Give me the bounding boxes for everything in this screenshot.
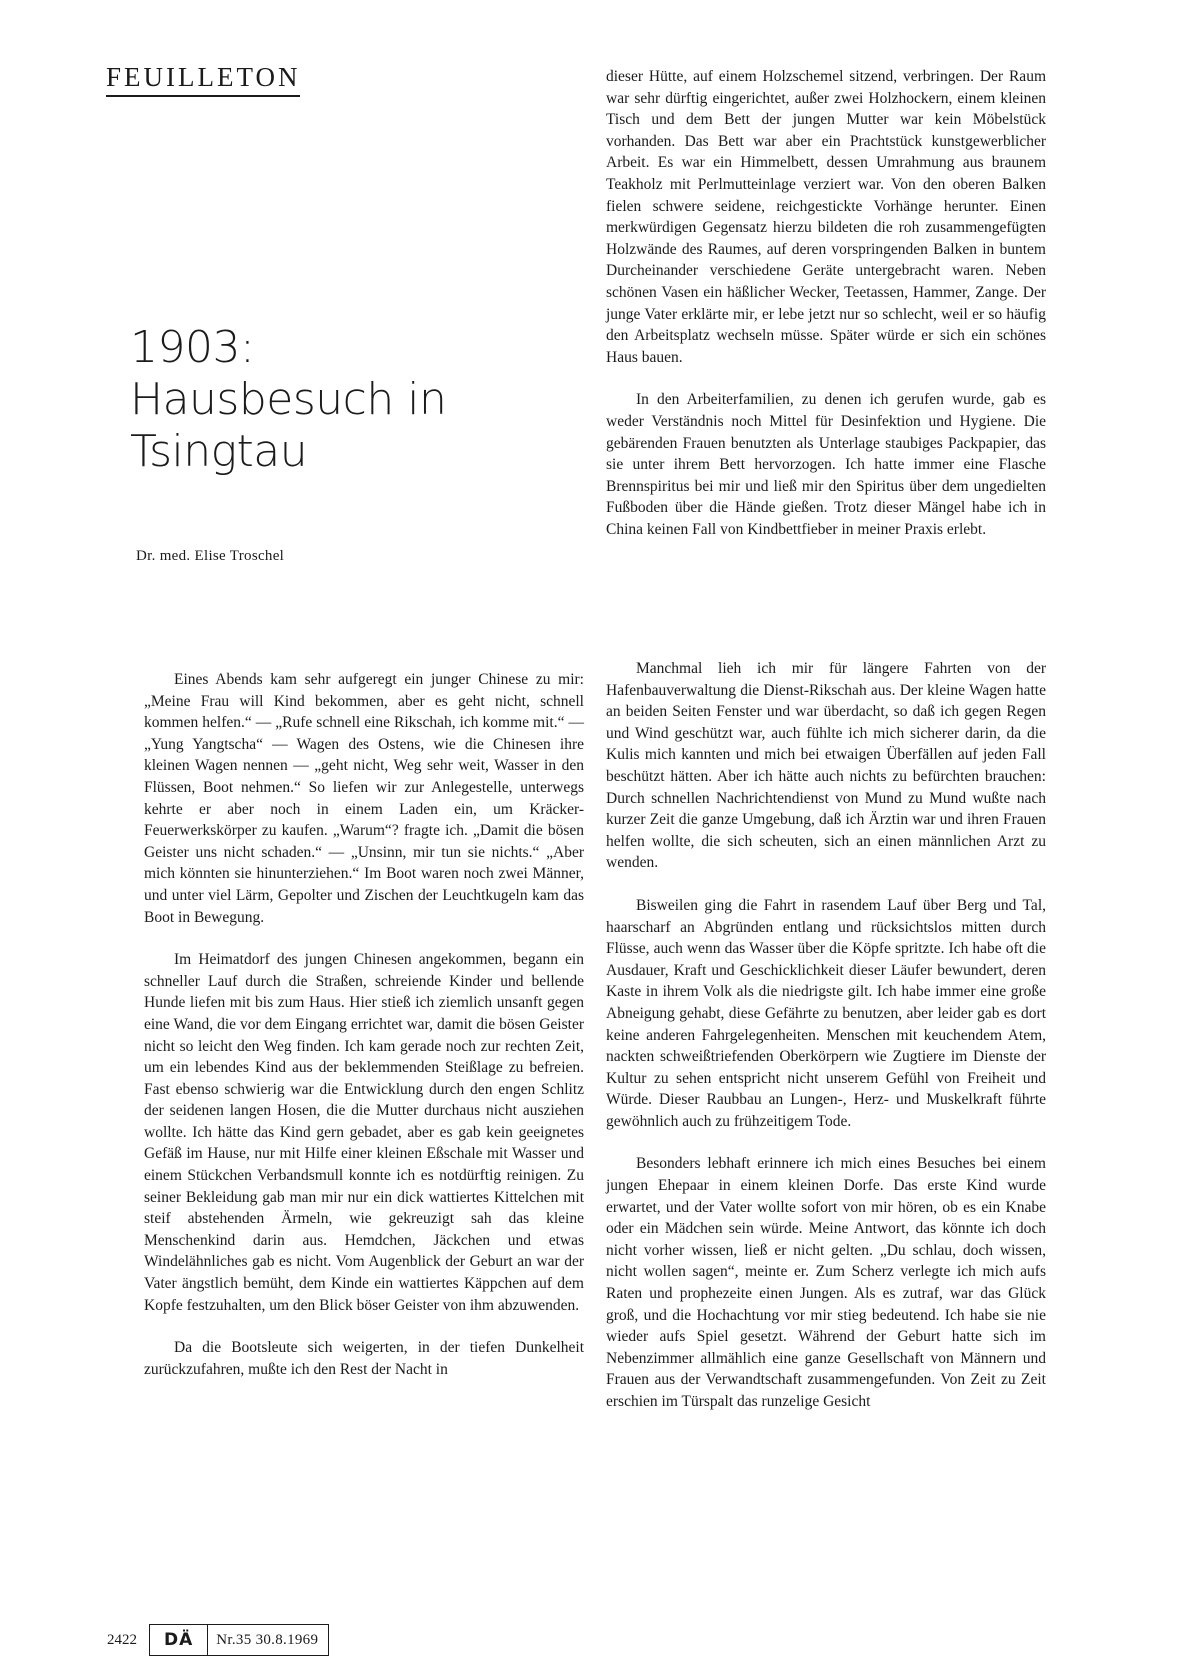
paragraph: Bisweilen ging die Fahrt in rasendem Lauf über Berg und Tal, haarscharf an Abgründen entlang und rücksichtslos mitten durch Flüsse, auch wenn das Wasser über die Köpfe spritzte. Ich habe oft die Ausdauer, Kraft und Geschicklichkeit dieser Läufer bewundert, deren Kaste in ihrem Volk als die niedrigste gilt. Ich habe immer eine große Abneigung gehabt, diese Gefährte zu benutzen, aber leider gab es dort keine anderen Fahrgelegenheiten. Menschen mit keuchendem Atem, nackten schweißtriefenden Oberkörpern wie Zugtiere im Dienste der Kultur zu sehen entspricht nicht unserem Gefühl von Freiheit und Würde. Dieser Raubbau an Lungen-, Herz- und Muskelkraft führte gewöhnlich auch zu frühzeitigem Tode. — [606, 896, 1046, 1130]
article-title-line: Hausbesuch in — [130, 374, 447, 425]
right-column-top — [606, 66, 1046, 561]
right-column-bottom — [606, 658, 1046, 1434]
issue-info: Nr.35 30.8.1969 — [216, 1631, 319, 1648]
paragraph: In den Arbeiterfamilien, zu denen ich gerufen wurde, gab es weder Verständnis noch Mittel für Desinfektion und Hygiene. Die gebärenden Frauen benutzten als Unterlage staubiges Packpapier, das sie unter ihrem Bett hervorzogen. Ich hatte immer eine Flasche Brennspiritus bei mir und ließ mir den Spiritus über dem ungedielten Fußboden über die Hände gießen. Trotz dieser Mängel habe ich in China keinen Fall von Kindbettfieber in meiner Praxis erlebt. — [606, 391, 1046, 538]
article-title — [130, 322, 446, 478]
journal-box — [149, 1624, 329, 1656]
author-byline: Dr. med. Elise Troschel — [136, 548, 285, 564]
paragraph: Manchmal lieh ich mir für längere Fahrten von der Hafenbauverwaltung die Dienst-Rikschah aus. Der kleine Wagen hatte an beiden Seiten Fenster und war überdacht, so daß ich gegen Regen und Wind geschützt war, auch fühlte ich mich sicherer darin, da die Kulis mich kannten und mich bei etwaigen Überfällen auf jeden Fall beschützt hätten. Aber ich hätte auch nichts zu befürchten brauchen: Durch schnellen Nachrichtendienst von Mund zu Mund wußte nach kurzer Zeit die ganze Umgebung, daß ich Ärztin war und ihren Frauen helfen wollte, die sich scheuten, sich an einen männlichen Arzt zu wenden. — [606, 660, 1046, 872]
section-label: FEUILLETON — [106, 64, 300, 97]
paragraph: Besonders lebhaft erinnere ich mich eines Besuches bei einem jungen Ehepaar in einem kleinen Dorfe. Das erste Kind wurde erwartet, und der Vater wollte sofort von mir hören, ob es ein Knabe oder ein Mädchen sein würde. Meine Antwort, das könnte ich doch nicht vorher wissen, ließ er nicht gelten. „Du schlau, doch wissen, nicht wollen sagen“, meinte er. Zum Scherz verlegte ich mich aufs Raten und prophezeite einen Jungen. Als es zutraf, war das Glück groß, und die Hochachtung vor mir stieg bedeutend. Ich habe sie nie wieder aufs Spiel gesetzt. Während der Geburt hatte sich im Nebenzimmer allmählich eine ganze Gesellschaft von Männern und Frauen aus der Verwandtschaft zusammengefunden. Von Zeit zu Zeit erschien im Türspalt das runzelige Gesicht — [606, 1155, 1046, 1410]
paragraph: Da die Bootsleute sich weigerten, in der tiefen Dunkelheit zurückzufahren, mußte ich den Rest der Nacht in — [144, 1339, 584, 1378]
left-column — [144, 669, 584, 1401]
paragraph: Im Heimatdorf des jungen Chinesen angekommen, begann ein schneller Lauf durch die Straßen, schreiende Kinder und bellende Hunde liefen mit bis zum Haus. Hier stieß ich ziemlich unsanft gegen eine Wand, die vor dem Eingang errichtet war, damit die bösen Geister nicht so leicht den Weg finden. Ich kam gerade noch zur rechten Zeit, um ein lebendes Kind aus der beklemmenden Steißlage zu befreien. Fast ebenso schwierig war die Entwicklung durch den engen Schlitz der seidenen langen Hosen, die die Mutter durchaus nicht ausziehen wollte. Ich hätte das Kind gern gebadet, aber es gab kein geeignetes Gefäß im Hause, nur mit Hilfe einer kleinen Eßschale mit Wasser und einem Stückchen Verbandsmull konnte ich es notdürftig reinigen. Zu seiner Bekleidung gab man mir nur ein dick wattiertes Kittelchen mit steif abstehenden Ärmeln, wie gekreuzigt sah das kleine Menschenkind darin aus. Hemdchen, Jäckchen und etwas Windelähnliches gab es nicht. Vom Augenblick der Geburt an war der Vater ängstlich bemüht, dem Kinde ein wattiertes Käppchen auf dem Kopfe festzuhalten, um den Blick böser Geister von ihm abzuwenden. — [144, 951, 584, 1314]
article-title-line: Tsingtau — [130, 426, 308, 477]
article-title-line: 1903: — [130, 322, 255, 373]
journal-logo: DÄ — [150, 1625, 208, 1655]
page-footer — [107, 1624, 329, 1656]
page-number: 2422 — [107, 1631, 137, 1648]
paragraph-continued: dieser Hütte, auf einem Holzschemel sitzend, verbringen. Der Raum war sehr dürftig eingerichtet, außer zwei Holzhockern, einem kleinen Tisch und dem Bett der jungen Mutter war kein Möbelstück vorhanden. Das Bett war aber ein Prachtstück kunstgewerblicher Arbeit. Es war ein Himmelbett, dessen Umrahmung aus braunem Teakholz mit Perlmutteinlage verziert war. Von den oberen Balken fielen schwere seidene, reichgestickte Vorhänge herunter. Einen merkwürdigen Gegensatz hierzu bildeten die roh zusammengefügten Holzwände des Raumes, auf deren vorspringenden Balken in buntem Durcheinander verschiedene Geräte untergebracht waren. Neben schönen Vasen ein häßlicher Wecker, Teetassen, Hammer, Zange. Der junge Vater erklärte mir, er lebe jetzt nur so schlecht, weil er so häufig den Arbeitsplatz wechseln müsse. Später würde er sich ein schönes Haus bauen. — [606, 68, 1046, 366]
paragraph: Eines Abends kam sehr aufgeregt ein junger Chinese zu mir: „Meine Frau will Kind bekommen, aber es geht nicht, schnell kommen helfen.“ — „Rufe schnell eine Rikschah, ich komme mit.“ — „Yung Yangtscha“ — Wagen des Ostens, wie die Chinesen ihre kleinen Wagen nennen — „geht nicht, Weg sehr weit, Wasser in den Flüssen, Boot nehmen.“ So liefen wir zur Anlegestelle, unterwegs kehrte er aber noch in einem Laden ein, um Kräcker-Feuerwerkskörper zu kaufen. „Warum“? fragte ich. „Damit die bösen Geister uns nicht schaden.“ — „Unsinn, mir tun sie nichts.“ „Aber mich könnten sie hinunterziehen.“ Im Boot waren noch zwei Männer, und unter viel Lärm, Gepolter und Zischen der Leuchtkugeln kam das Boot in Bewegung. — [144, 671, 584, 926]
